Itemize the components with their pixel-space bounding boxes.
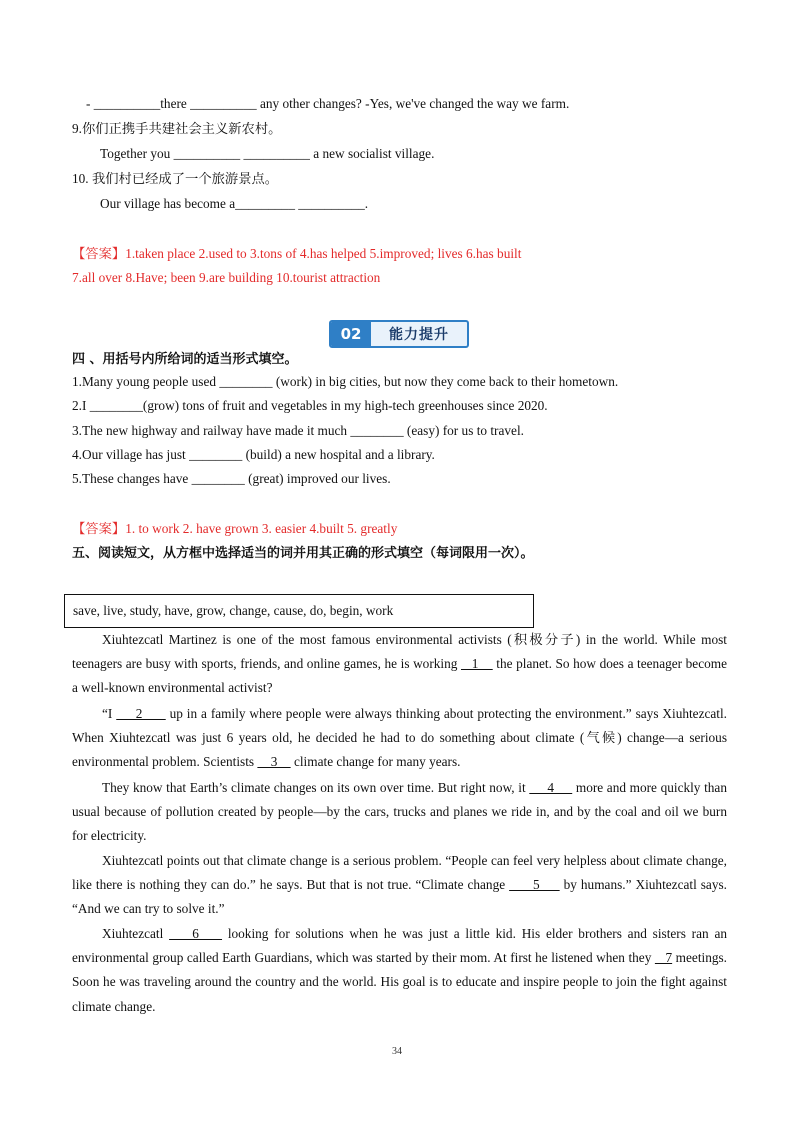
question-9-english: Together you __________ __________ a new socialist village. [100, 146, 435, 161]
blank-3: 3 [257, 754, 291, 770]
passage-text: meetings. Soon he was traveling around the country and the world. His goal is to educate and inspire people to join the fight against climate change. [72, 950, 728, 1014]
blank-6: 6 [169, 926, 223, 941]
section-badge [329, 320, 469, 348]
badge-label: 能力提升 [389, 327, 449, 343]
passage-paragraph-4 [72, 849, 727, 922]
word-bank-box: save, live, study, have, grow, change, cause, do, begin, work [64, 594, 534, 628]
answer-label: 【答案】 [72, 521, 126, 536]
question-10-english: Our village has become a_________ __________. [100, 196, 369, 211]
passage-paragraph-2 [72, 702, 727, 775]
answer-text: 1. to work 2. have grown 3. easier 4.built 5. greatly [125, 521, 398, 536]
question-9-chinese: 9.你们正携手共建社会主义新农村。 [72, 121, 282, 136]
passage-text: Xiuhtezcatl [102, 926, 170, 941]
badge-number: 02 [331, 322, 371, 346]
page-number: 34 [392, 1046, 402, 1057]
blank-1: 1 [460, 656, 493, 672]
passage-text: They know that Earth’s climate changes on its own over time. But right now, it [102, 780, 530, 795]
passage-text: climate change for many years. [290, 754, 461, 770]
section-5-heading: 五、阅读短文，从方框中选择适当的词并用其正确的形式填空（每词限用一次）。 [72, 546, 534, 561]
passage-text: Xiuhtezcatl points out that climate change is a serious problem. “People can feel very helpless about climate change, like there is nothing they can do.” he says. But that is not true. “Climate change [72, 853, 727, 893]
passage-text: by humans.” Xiuhtezcatl says. “And we can try to solve it.” [72, 877, 727, 917]
answer-text: 1.taken place 2.used to 3.tons of 4.has helped 5.improved; lives 6.has built [125, 246, 522, 261]
passage-paragraph-5 [72, 922, 727, 1019]
question-10-chinese: 10. 我们村已经成了一个旅游景点。 [72, 171, 279, 186]
answer-label: 【答案】 [72, 246, 126, 261]
passage-text: up in a family where people were always thinking about protecting the environment.” says Xiuhtezcatl. When Xiuhtezcatl was just 6 years old, he decided he had to do something about climate (气候) change—a serious environmental problem. Scientists [72, 706, 728, 770]
section-4-item-1: 1.Many young people used ________ (work) in big cities, but now they come back to their hometown. [72, 374, 619, 389]
passage-text: Xiuhtezcatl Martinez is one of the most famous environmental activists (积极分子) in the world. While most teenagers are busy with sports, friends, and online games, he is working [72, 632, 727, 672]
section-4-item-4: 4.Our village has just ________ (build) a new hospital and a library. [72, 447, 435, 462]
blank-7: 7 [654, 950, 673, 966]
answer-block-1-line-1 [72, 245, 521, 263]
passage-text: looking for solutions when he was just a little kid. His elder brothers and sisters ran an environmental group called Earth Guardians, which was started by their mom. At first he listened when they [72, 926, 728, 966]
passage-paragraph-1 [72, 628, 727, 701]
passage-text: the planet. So how does a teenager become a well-known environmental activist? [72, 656, 727, 696]
section-4-item-3: 3.The new highway and railway have made it much ________ (easy) for us to travel. [72, 423, 524, 438]
blank-4: 4 [529, 780, 573, 795]
section-4-item-5: 5.These changes have ________ (great) improved our lives. [72, 471, 391, 486]
blank-5: 5 [509, 877, 560, 893]
question-8-line: - __________there __________ any other changes? -Yes, we've changed the way we farm. [86, 96, 570, 111]
answer-block-1-line-2: 7.all over 8.Have; been 9.are building 10.tourist attraction [72, 270, 381, 285]
section-4-heading: 四 、用括号内所给词的适当形式填空。 [72, 352, 298, 367]
passage-text: “I [102, 706, 117, 721]
answer-block-2 [72, 520, 397, 538]
passage-text: more and more quickly than usual because of pollution created by people—by the cars, trucks and planes we ride in, and by the coal and oil we burn for electricity. [72, 780, 727, 844]
blank-2: 2 [116, 706, 166, 721]
section-4-item-2: 2.I ________(grow) tons of fruit and vegetables in my high-tech greenhouses since 2020. [72, 398, 548, 413]
passage-paragraph-3 [72, 776, 727, 849]
